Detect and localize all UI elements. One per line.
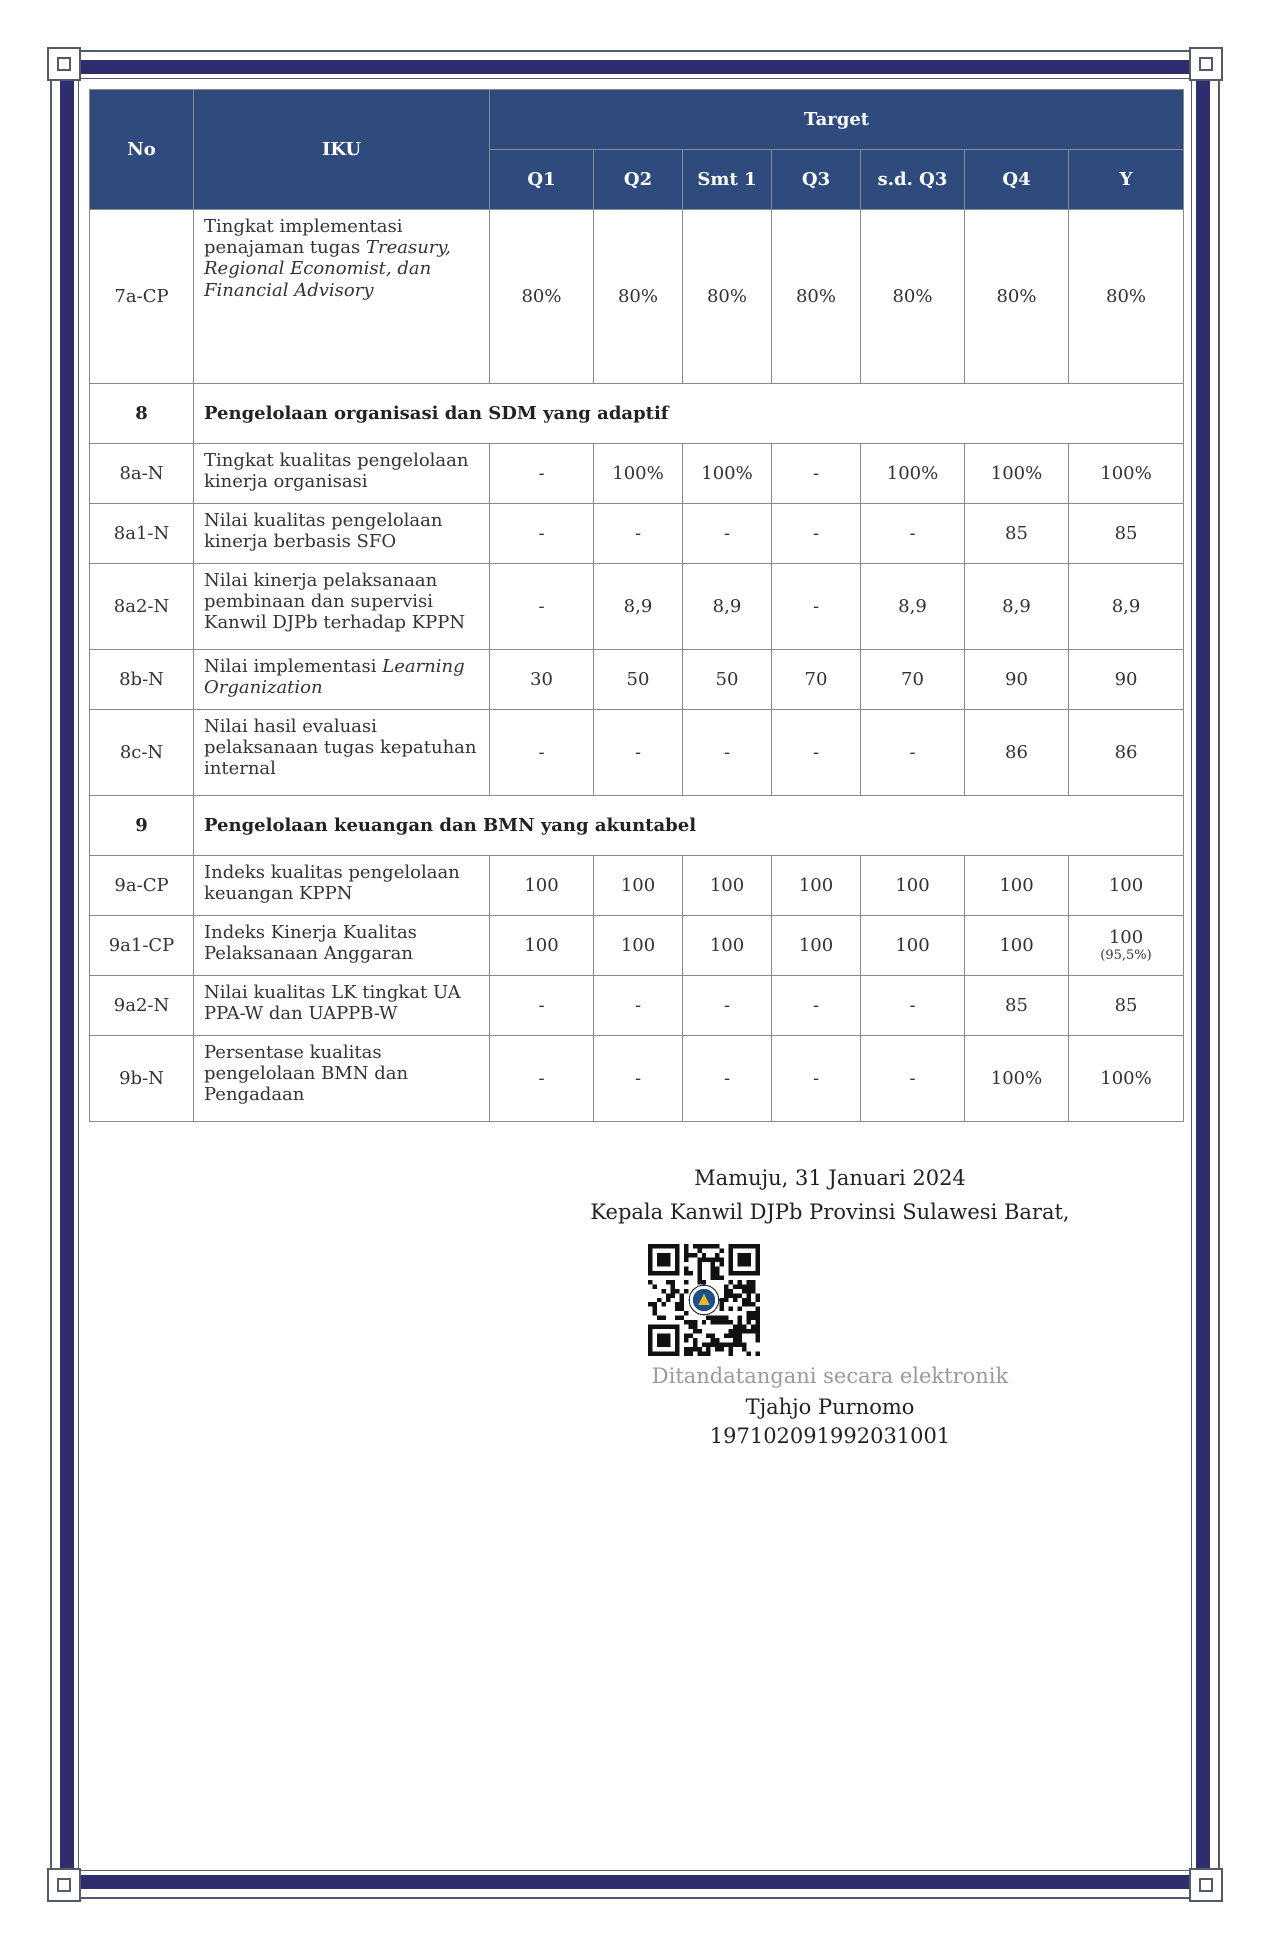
target-value: - bbox=[594, 976, 683, 1036]
target-value: - bbox=[490, 1036, 594, 1122]
section-no: 9 bbox=[90, 796, 194, 856]
iku-code: 9a2-N bbox=[90, 976, 194, 1036]
target-value: 90 bbox=[1069, 650, 1184, 710]
iku-text: Nilai kinerja pelaksanaan pembinaan dan supervisi Kanwil DJPb terhadap KPPN bbox=[204, 570, 466, 634]
header-smt1: Smt 1 bbox=[683, 150, 772, 210]
header-target: Target bbox=[490, 90, 1184, 150]
target-value: 8,9 bbox=[594, 564, 683, 650]
target-value: - bbox=[490, 504, 594, 564]
target-value: 100% bbox=[965, 444, 1069, 504]
target-value: 80% bbox=[490, 210, 594, 384]
target-value: 100% bbox=[683, 444, 772, 504]
target-value: 100% bbox=[1069, 1036, 1184, 1122]
target-value: - bbox=[683, 504, 772, 564]
qr-code-icon bbox=[648, 1244, 760, 1356]
header-no: No bbox=[90, 90, 194, 210]
target-value: 100 bbox=[490, 856, 594, 916]
header-q3: Q3 bbox=[772, 150, 861, 210]
target-value: - bbox=[772, 976, 861, 1036]
target-value: 8,9 bbox=[965, 564, 1069, 650]
target-value: 50 bbox=[683, 650, 772, 710]
target-value: - bbox=[594, 710, 683, 796]
target-value: 100 bbox=[965, 916, 1069, 976]
iku-text: Nilai kualitas pengelolaan kinerja berbasis SFO bbox=[204, 510, 443, 553]
frame-corner-ornament bbox=[47, 47, 81, 81]
target-value: - bbox=[772, 504, 861, 564]
section-row bbox=[90, 384, 1184, 444]
target-value: 100 bbox=[594, 916, 683, 976]
target-value: - bbox=[772, 564, 861, 650]
target-value: - bbox=[861, 976, 965, 1036]
iku-description bbox=[194, 650, 490, 710]
table-row bbox=[90, 650, 1184, 710]
table-row bbox=[90, 916, 1184, 976]
target-value: 80% bbox=[772, 210, 861, 384]
table-row bbox=[90, 710, 1184, 796]
table-row bbox=[90, 976, 1184, 1036]
target-value: 70 bbox=[772, 650, 861, 710]
iku-code: 9a1-CP bbox=[90, 916, 194, 976]
iku-code: 7a-CP bbox=[90, 210, 194, 384]
target-value: - bbox=[683, 976, 772, 1036]
target-value: - bbox=[772, 710, 861, 796]
table-row bbox=[90, 1036, 1184, 1122]
iku-text: Nilai kualitas LK tingkat UA PPA-W dan UAPPB-W bbox=[204, 982, 461, 1025]
section-row bbox=[90, 796, 1184, 856]
signatory-nip: 197102091992031001 bbox=[709, 1424, 951, 1448]
iku-code: 9a-CP bbox=[90, 856, 194, 916]
section-title: Pengelolaan organisasi dan SDM yang adaptif bbox=[194, 384, 1184, 444]
target-value: 50 bbox=[594, 650, 683, 710]
target-value: 85 bbox=[965, 504, 1069, 564]
header-q4: Q4 bbox=[965, 150, 1069, 210]
target-value: - bbox=[772, 1036, 861, 1122]
target-value: 86 bbox=[1069, 710, 1184, 796]
table-row bbox=[90, 564, 1184, 650]
header-q2: Q2 bbox=[594, 150, 683, 210]
target-value bbox=[1069, 916, 1184, 976]
target-value: 100 bbox=[1069, 856, 1184, 916]
target-value-text: 100 bbox=[1108, 927, 1144, 949]
target-value: 100 bbox=[861, 856, 965, 916]
target-value: 85 bbox=[1069, 976, 1184, 1036]
iku-text: Persentase kualitas pengelolaan BMN dan Pengadaan bbox=[204, 1042, 409, 1106]
iku-text: Tingkat kualitas pengelolaan kinerja organisasi bbox=[204, 450, 469, 493]
esign-note: Ditandatangani secara elektronik bbox=[651, 1364, 1009, 1388]
target-value: 8,9 bbox=[861, 564, 965, 650]
iku-code: 8b-N bbox=[90, 650, 194, 710]
iku-description bbox=[194, 564, 490, 650]
target-value: 86 bbox=[965, 710, 1069, 796]
target-value: 80% bbox=[683, 210, 772, 384]
frame-corner-ornament bbox=[47, 1868, 81, 1902]
target-value: - bbox=[861, 710, 965, 796]
target-value: - bbox=[490, 710, 594, 796]
target-value: - bbox=[490, 564, 594, 650]
target-value: 100% bbox=[1069, 444, 1184, 504]
target-value: - bbox=[772, 444, 861, 504]
iku-text: Nilai implementasi bbox=[204, 656, 383, 677]
iku-description bbox=[194, 444, 490, 504]
target-value: 100 bbox=[772, 856, 861, 916]
target-value: 30 bbox=[490, 650, 594, 710]
frame-corner-ornament bbox=[1189, 1868, 1223, 1902]
iku-description bbox=[194, 504, 490, 564]
iku-text: Indeks kualitas pengelolaan keuangan KPPN bbox=[204, 862, 460, 905]
iku-code: 9b-N bbox=[90, 1036, 194, 1122]
header-sd-q3: s.d. Q3 bbox=[861, 150, 965, 210]
table-row bbox=[90, 444, 1184, 504]
target-value: 85 bbox=[1069, 504, 1184, 564]
target-value: - bbox=[861, 1036, 965, 1122]
target-value: 100 bbox=[772, 916, 861, 976]
iku-code: 8a2-N bbox=[90, 564, 194, 650]
frame-corner-ornament bbox=[1189, 47, 1223, 81]
target-value: - bbox=[683, 1036, 772, 1122]
target-value: 80% bbox=[965, 210, 1069, 384]
section-title: Pengelolaan keuangan dan BMN yang akuntabel bbox=[194, 796, 1184, 856]
target-value: 85 bbox=[965, 976, 1069, 1036]
iku-text-italic: Learning Organization bbox=[204, 656, 465, 699]
header-iku: IKU bbox=[194, 90, 490, 210]
target-value: 100% bbox=[594, 444, 683, 504]
target-value: 100% bbox=[965, 1036, 1069, 1122]
target-value: 100% bbox=[861, 444, 965, 504]
target-value: 100 bbox=[594, 856, 683, 916]
iku-description bbox=[194, 710, 490, 796]
iku-code: 8a1-N bbox=[90, 504, 194, 564]
target-value: - bbox=[861, 504, 965, 564]
target-value: - bbox=[683, 710, 772, 796]
target-value: - bbox=[594, 1036, 683, 1122]
table-row bbox=[90, 210, 1184, 384]
target-value: - bbox=[594, 504, 683, 564]
iku-description bbox=[194, 210, 490, 384]
target-value: - bbox=[490, 976, 594, 1036]
target-value: 70 bbox=[861, 650, 965, 710]
target-value: 100 bbox=[683, 856, 772, 916]
target-value-note: (95,5%) bbox=[1100, 948, 1152, 964]
signatory-name: Tjahjo Purnomo bbox=[745, 1395, 915, 1419]
iku-text: Indeks Kinerja Kualitas Pelaksanaan Anggaran bbox=[204, 922, 417, 965]
target-value: 80% bbox=[861, 210, 965, 384]
iku-text-italic: Treasury, Regional Economist, dan Financial Advisory bbox=[204, 237, 451, 301]
signature-position: Kepala Kanwil DJPb Provinsi Sulawesi Barat, bbox=[590, 1200, 1070, 1224]
iku-text: Nilai hasil evaluasi pelaksanaan tugas kepatuhan internal bbox=[204, 716, 477, 780]
kemenkeu-emblem-icon bbox=[689, 1285, 719, 1315]
target-value: 100 bbox=[490, 916, 594, 976]
header-q1: Q1 bbox=[490, 150, 594, 210]
target-value: 8,9 bbox=[683, 564, 772, 650]
table-row bbox=[90, 856, 1184, 916]
iku-description bbox=[194, 976, 490, 1036]
target-value: - bbox=[490, 444, 594, 504]
section-no: 8 bbox=[90, 384, 194, 444]
iku-target-table bbox=[89, 89, 1184, 1122]
iku-code: 8a-N bbox=[90, 444, 194, 504]
table-row bbox=[90, 504, 1184, 564]
header-y: Y bbox=[1069, 150, 1184, 210]
target-value: 100 bbox=[683, 916, 772, 976]
iku-code: 8c-N bbox=[90, 710, 194, 796]
target-value: 80% bbox=[1069, 210, 1184, 384]
iku-description bbox=[194, 856, 490, 916]
iku-description bbox=[194, 1036, 490, 1122]
iku-description bbox=[194, 916, 490, 976]
iku-text: Tingkat implementasi penajaman tugas bbox=[204, 216, 403, 259]
target-value: 80% bbox=[594, 210, 683, 384]
target-value: 8,9 bbox=[1069, 564, 1184, 650]
signature-place-date: Mamuju, 31 Januari 2024 bbox=[694, 1166, 966, 1190]
target-value: 90 bbox=[965, 650, 1069, 710]
target-value: 100 bbox=[965, 856, 1069, 916]
target-value: 100 bbox=[861, 916, 965, 976]
